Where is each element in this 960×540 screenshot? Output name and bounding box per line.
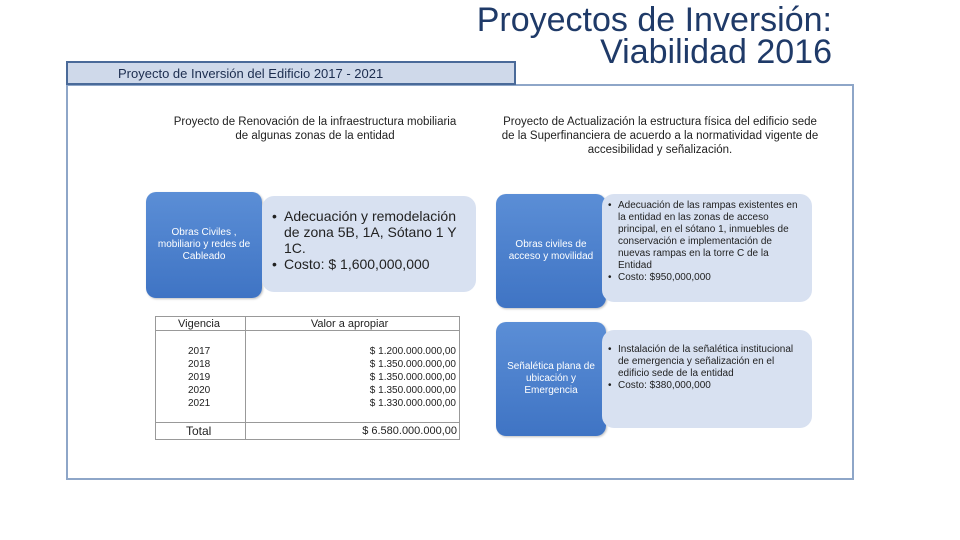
page-title — [476, 1, 832, 71]
table-row — [156, 358, 460, 371]
right-bullet-signage-scope: • Instalación de la señalética institucional de emergencia y señalización en el edificio sede de la entidad — [608, 344, 804, 380]
budget-table — [155, 316, 460, 440]
left-category-box — [146, 192, 262, 298]
total-value: $ 6.580.000.000,00 — [245, 423, 459, 440]
table-row — [156, 397, 460, 410]
table-row — [156, 371, 460, 384]
left-project-description: Proyecto de Renovación de la infraestructura mobiliaria de algunas zonas de la entidad — [173, 116, 457, 142]
left-bullet-cost: • Costo: $ 1,600,000,000 — [272, 256, 466, 272]
left-bullet-scope: • Adecuación y remodelación de zona 5B, 1A, Sótano 1 Y 1C. — [272, 208, 466, 256]
value-cell: $ 1.350.000.000,00 — [245, 358, 459, 371]
title-line-1: Proyectos de Inversión: — [476, 1, 832, 39]
title-line-2: Viabilidad 2016 — [600, 33, 832, 71]
total-label: Total — [156, 423, 246, 440]
right-bullet-list-signage — [608, 344, 804, 392]
value-cell: $ 1.350.000.000,00 — [245, 371, 459, 384]
left-bullet-list — [272, 208, 466, 272]
right-bullet-access-scope: • Adecuación de las rampas existentes en la entidad en las zonas de acceso principal, en el sótano 1, inmuebles de conservación e implementación de nuevas rampas en la torre C de la Entidad — [608, 200, 804, 272]
right-bullet-signage-cost: • Costo: $380,000,000 — [608, 380, 804, 392]
right-category-box-signage — [496, 322, 606, 436]
year-cell: 2020 — [156, 384, 246, 397]
right-detail-box-access — [602, 194, 812, 302]
table-row — [156, 384, 460, 397]
table-total-row — [156, 423, 460, 440]
header-valor: Valor a apropiar — [245, 317, 459, 331]
value-cell: $ 1.350.000.000,00 — [245, 384, 459, 397]
header-vigencia: Vigencia — [156, 317, 246, 331]
budget-table-header-row — [156, 317, 460, 331]
right-bullet-access-cost: • Costo: $950,000,000 — [608, 272, 804, 284]
year-cell: 2017 — [156, 345, 246, 358]
year-cell: 2021 — [156, 397, 246, 410]
right-detail-box-signage — [602, 330, 812, 428]
right-project-description: Proyecto de Actualización la estructura física del edificio sede de la Superfinanciera de acuerdo a la normatividad vigente de accesibilidad y señalización. — [501, 116, 819, 156]
right-category-box-access — [496, 194, 606, 308]
left-category-label: Obras Civiles , mobiliario y redes de Cableado — [157, 227, 251, 262]
section-header: Proyecto de Inversión del Edificio 2017 - 2021 — [66, 61, 516, 85]
left-detail-box — [262, 196, 476, 292]
right-bullet-list-access — [608, 200, 804, 284]
right-category-label-signage: Señalética plana de ubicación y Emergencia — [507, 361, 595, 396]
right-category-label-access: Obras civiles de acceso y movilidad — [508, 239, 594, 262]
year-cell: 2018 — [156, 358, 246, 371]
table-row — [156, 345, 460, 358]
value-cell: $ 1.200.000.000,00 — [245, 345, 459, 358]
value-cell: $ 1.330.000.000,00 — [245, 397, 459, 410]
year-cell: 2019 — [156, 371, 246, 384]
